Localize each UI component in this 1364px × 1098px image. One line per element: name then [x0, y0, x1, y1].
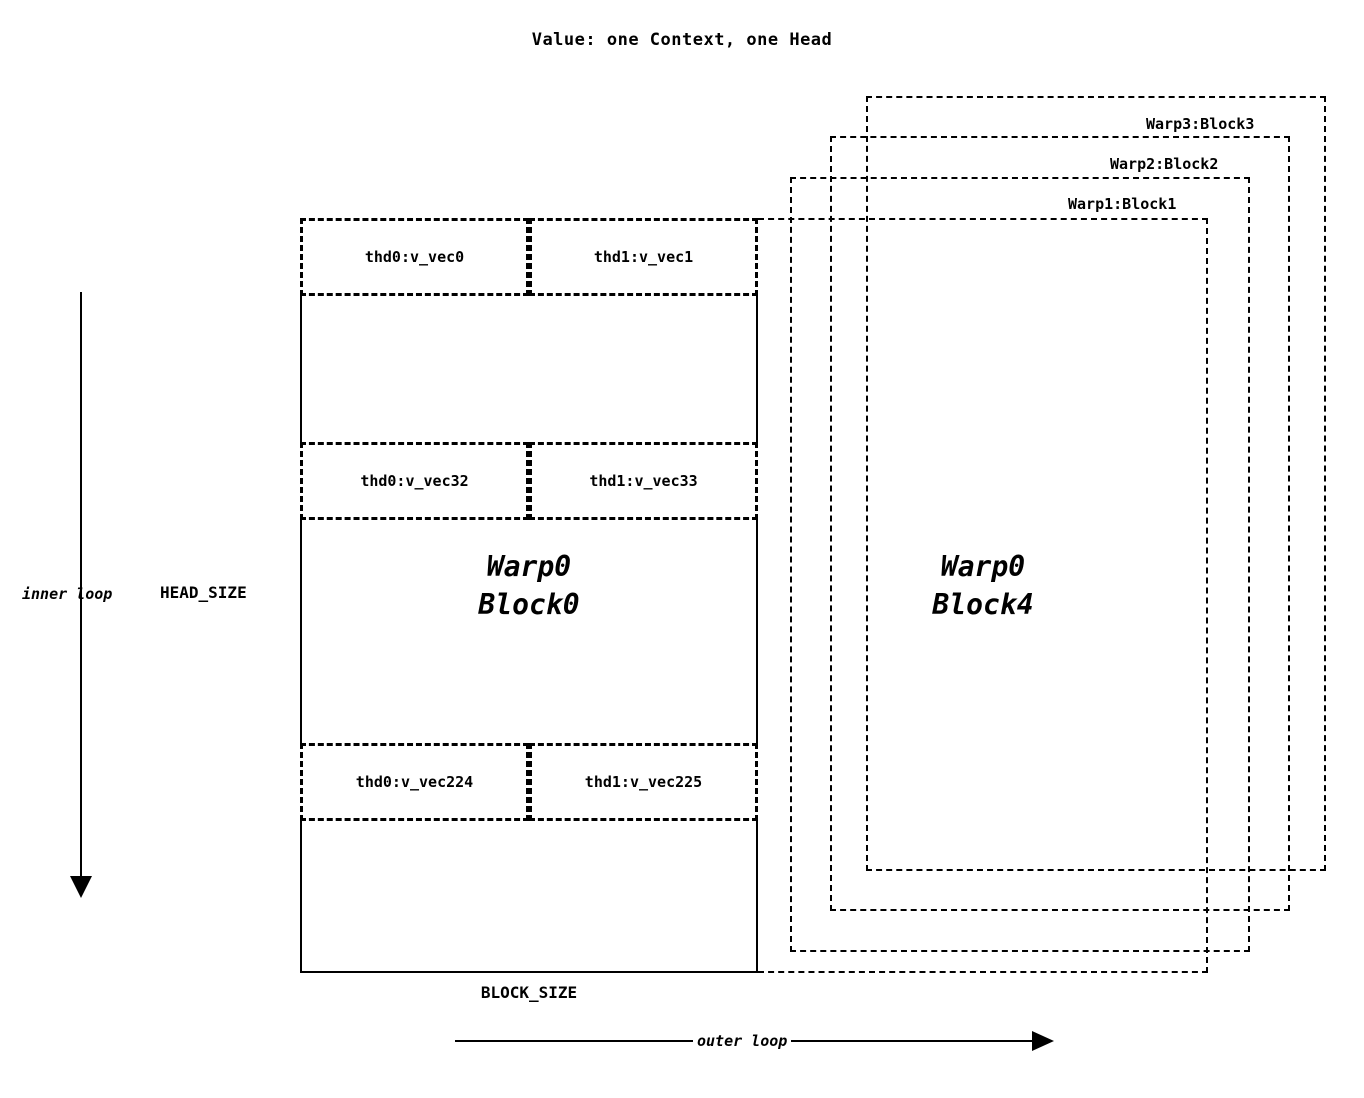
head-size-label: HEAD_SIZE — [160, 583, 247, 602]
block4-label — [758, 548, 1208, 624]
stack-label-warp2-block2: Warp2:Block2 — [1110, 155, 1219, 173]
cell-thd1-v-vec1: thd1:v_vec1 — [529, 218, 758, 296]
block4-warp-text: Warp0 — [940, 550, 1026, 583]
cell-thd1-v-vec225: thd1:v_vec225 — [529, 743, 758, 821]
outer-loop-label: outer loop — [693, 1032, 791, 1050]
inner-loop-label: inner loop — [22, 585, 113, 603]
cell-thd1-v-vec33: thd1:v_vec33 — [529, 442, 758, 520]
stack-label-warp3-block3: Warp3:Block3 — [1146, 115, 1255, 133]
cell-thd0-v-vec224: thd0:v_vec224 — [300, 743, 529, 821]
cell-thd0-v-vec0: thd0:v_vec0 — [300, 218, 529, 296]
block4-block-text: Block4 — [932, 587, 1034, 621]
stack-label-warp1-block1: Warp1:Block1 — [1068, 195, 1177, 213]
block-size-label: BLOCK_SIZE — [480, 983, 578, 1002]
block0-label — [300, 548, 758, 624]
block0-warp-text: Warp0 — [486, 550, 572, 583]
diagram-title: Value: one Context, one Head — [531, 30, 833, 50]
outer-loop-arrow-head — [1032, 1031, 1054, 1051]
inner-loop-arrow-head — [70, 876, 92, 898]
block0-block-text: Block0 — [478, 587, 580, 621]
cell-thd0-v-vec32: thd0:v_vec32 — [300, 442, 529, 520]
